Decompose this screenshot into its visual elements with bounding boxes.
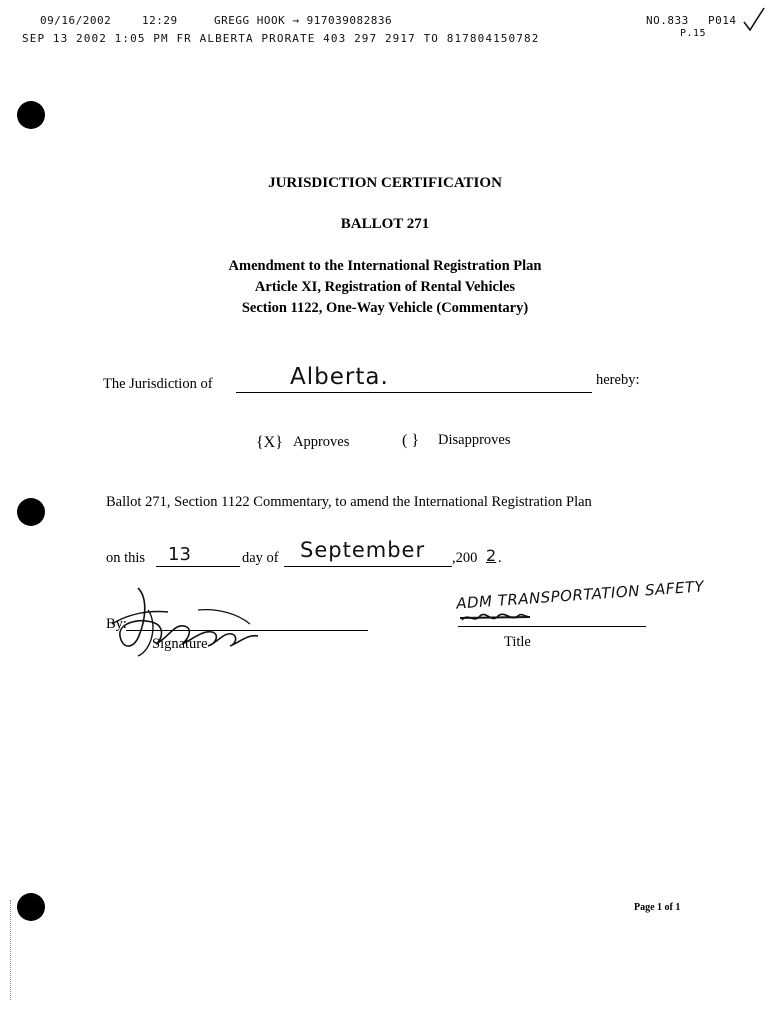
month-underline <box>284 566 452 567</box>
subtitle-line-2: Article XI, Registration of Rental Vehicles <box>254 279 516 295</box>
document-title: JURISDICTION CERTIFICATION <box>268 175 502 191</box>
approves-mark: {X} <box>256 434 283 451</box>
fax-header-date: 09/16/2002 <box>40 14 112 27</box>
fax-header-from: GREGG HOOK → 917039082836 <box>214 14 393 27</box>
approves-label: Approves <box>293 434 350 450</box>
title-handwritten-value: ADM TRANSPORTATION SAFETY <box>455 577 705 613</box>
year-handwritten-digit: 2 <box>486 546 497 565</box>
punch-hole-bottom <box>17 893 45 921</box>
on-this-label: on this <box>106 550 146 566</box>
day-of-label: day of <box>242 550 279 566</box>
ballot-statement: Ballot 271, Section 1122 Commentary, to amend the International Registration Plan <box>106 494 592 510</box>
month-handwritten-value: September <box>300 538 426 562</box>
title-caption: Title <box>504 634 531 650</box>
ballot-number: BALLOT 271 <box>340 216 430 232</box>
fax-header-time: 12:29 <box>142 14 178 27</box>
title-crossed-out-word <box>460 610 530 631</box>
year-suffix: . <box>498 550 502 566</box>
fax-header-transmission: SEP 13 2002 1:05 PM FR ALBERTA PRORATE 403 297 2917 TO 817804150782 <box>22 32 540 45</box>
year-prefix: ,200 <box>452 550 478 566</box>
subtitle-line-1: Amendment to the International Registration Plan <box>228 258 542 274</box>
jurisdiction-suffix: hereby: <box>596 372 640 388</box>
day-underline <box>156 566 240 567</box>
page-number: Page 1 of 1 <box>634 902 681 913</box>
jurisdiction-handwritten-value: Alberta. <box>290 364 389 390</box>
fax-header-number: NO.833 <box>646 14 689 27</box>
jurisdiction-underline <box>236 392 592 393</box>
subtitle-line-3: Section 1122, One-Way Vehicle (Commentary) <box>241 300 529 316</box>
checkmark-icon <box>742 6 766 34</box>
punch-hole-top <box>17 101 45 129</box>
fax-header-page: P014 <box>708 14 737 27</box>
day-handwritten-value: 13 <box>168 544 191 565</box>
disapproves-label: Disapproves <box>438 432 511 448</box>
punch-hole-middle <box>17 498 45 526</box>
disapproves-mark: ( } <box>402 432 420 449</box>
by-label: By: <box>106 616 127 632</box>
scan-edge-artifact <box>10 900 12 1000</box>
signature-caption: Signature <box>152 636 208 652</box>
jurisdiction-prefix: The Jurisdiction of <box>103 376 213 392</box>
fax-header-page-2: P.15 <box>680 28 707 39</box>
